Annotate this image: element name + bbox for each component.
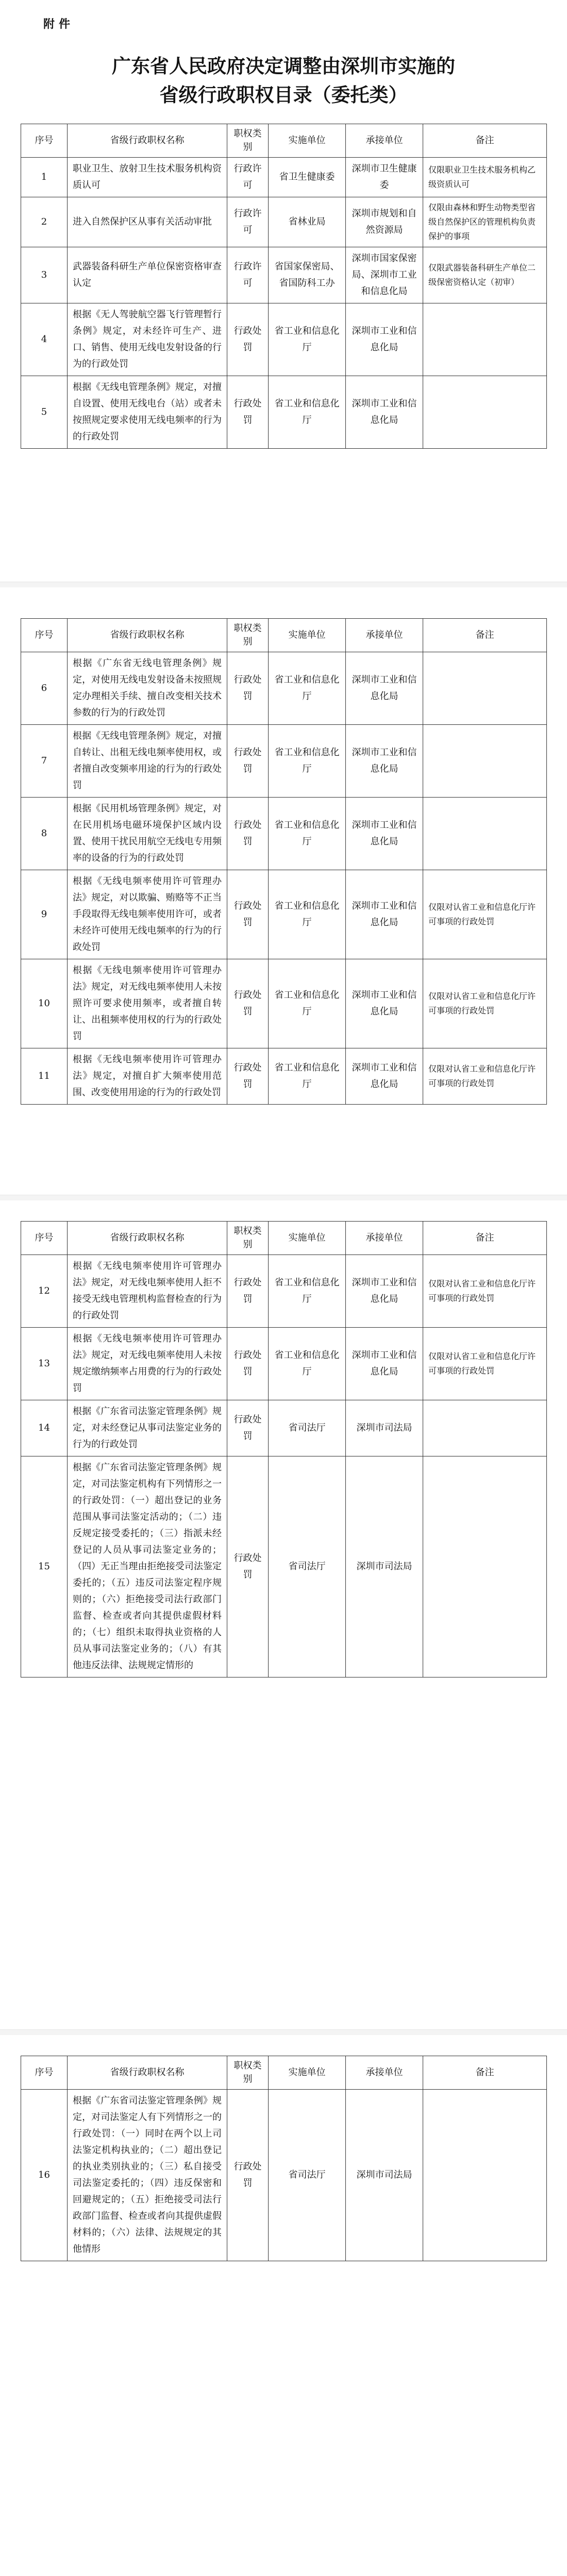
table-header-row <box>21 124 547 158</box>
row-no: 8 <box>21 798 68 870</box>
row-undertake: 深圳市司法局 <box>346 2090 423 2261</box>
row-note <box>423 652 547 725</box>
row-no: 3 <box>21 247 68 303</box>
column-header-impl: 实施单位 <box>269 619 346 652</box>
row-no: 12 <box>21 1255 68 1328</box>
row-no: 11 <box>21 1048 68 1105</box>
row-undertake: 深圳市工业和信息化局 <box>346 652 423 725</box>
column-header-type: 职权类别 <box>227 619 269 652</box>
row-impl: 省工业和信息化厅 <box>269 870 346 959</box>
row-impl: 省工业和信息化厅 <box>269 725 346 798</box>
row-type: 行政处罚 <box>227 1328 269 1400</box>
title-line-2: 省级行政职权目录（委托类） <box>159 83 408 106</box>
row-impl: 省司法厅 <box>269 2090 346 2261</box>
row-name: 根据《无线电频率使用许可管理办法》规定，对无线电频率使用人拒不接受无线电管理机构监督检查的行为的行政处罚 <box>68 1255 227 1328</box>
row-type: 行政处罚 <box>227 1456 269 1677</box>
column-header-no: 序号 <box>21 124 68 158</box>
column-header-undertake: 承接单位 <box>346 1222 423 1255</box>
row-name: 武器装备科研生产单位保密资格审查认定 <box>68 247 227 303</box>
table-row <box>21 2090 547 2261</box>
column-header-undertake: 承接单位 <box>346 124 423 158</box>
row-impl: 省工业和信息化厅 <box>269 376 346 449</box>
row-no: 15 <box>21 1456 68 1677</box>
row-name: 根据《无线电频率使用许可管理办法》规定，对以欺骗、贿赂等不正当手段取得无线电频率使用许可，或者未经许可使用无线电频率的行为的行政处罚 <box>68 870 227 959</box>
table-row <box>21 870 547 959</box>
row-no: 2 <box>21 197 68 247</box>
row-name: 根据《广东省司法鉴定管理条例》规定，对未经登记从事司法鉴定业务的行为的行政处罚 <box>68 1400 227 1456</box>
table-row <box>21 1400 547 1456</box>
row-type: 行政处罚 <box>227 798 269 870</box>
column-header-note: 备注 <box>423 1222 547 1255</box>
document-title <box>31 52 536 109</box>
row-undertake: 深圳市司法局 <box>346 1456 423 1677</box>
column-header-name: 省级行政职权名称 <box>68 1222 227 1255</box>
table-row <box>21 197 547 247</box>
table-header-row <box>21 619 547 652</box>
row-note <box>423 2090 547 2261</box>
row-undertake: 深圳市工业和信息化局 <box>346 798 423 870</box>
page-3 <box>0 1200 567 2030</box>
row-type: 行政许可 <box>227 158 269 197</box>
row-name: 根据《广东省司法鉴定管理条例》规定，对司法鉴定机构有下列情形之一的行政处罚：（一）超出登记的业务范围从事司法鉴定活动的；（二）违反规定接受委托的；（三）指派未经登记的人员从事司法鉴定业务的；（四）无正当理由拒绝接受司法鉴定委托的；（五）违反司法鉴定程序规则的；（六）拒绝接受司法行政部门监督、检查或者向其提供虚假材料的；（七）组织未取得执业资格的人员从事司法鉴定业务的；（八）有其他违反法律、法规规定情形的 <box>68 1456 227 1677</box>
row-no: 5 <box>21 376 68 449</box>
table-row <box>21 158 547 197</box>
row-name: 根据《无线电频率使用许可管理办法》规定，对无线电频率使用人未按照许可要求使用频率，或者擅自转让、出租频率使用权的行为的行政处罚 <box>68 959 227 1048</box>
table-row <box>21 1048 547 1105</box>
row-undertake: 深圳市规划和自然资源局 <box>346 197 423 247</box>
row-impl: 省工业和信息化厅 <box>269 1048 346 1105</box>
row-note: 仅限职业卫生技术服务机构乙级资质认可 <box>423 158 547 197</box>
row-undertake: 深圳市卫生健康委 <box>346 158 423 197</box>
row-type: 行政处罚 <box>227 303 269 376</box>
page-2 <box>0 587 567 1195</box>
row-type: 行政处罚 <box>227 652 269 725</box>
column-header-note: 备注 <box>423 124 547 158</box>
row-impl: 省工业和信息化厅 <box>269 959 346 1048</box>
row-undertake: 深圳市司法局 <box>346 1400 423 1456</box>
row-name: 根据《无线电管理条例》规定，对擅自转让、出租无线电频率使用权，或者擅自改变频率用途的行为的行政处罚 <box>68 725 227 798</box>
table-header-row <box>21 1222 547 1255</box>
column-header-impl: 实施单位 <box>269 124 346 158</box>
row-type: 行政处罚 <box>227 959 269 1048</box>
row-no: 10 <box>21 959 68 1048</box>
title-line-1: 广东省人民政府决定调整由深圳市实施的 <box>112 55 455 77</box>
row-undertake: 深圳市工业和信息化局 <box>346 303 423 376</box>
row-impl: 省司法厅 <box>269 1456 346 1677</box>
catalog-table-part-4 <box>21 2056 547 2261</box>
row-no: 9 <box>21 870 68 959</box>
row-name: 根据《广东省司法鉴定管理条例》规定，对司法鉴定人有下列情形之一的行政处罚：（一）同时在两个以上司法鉴定机构执业的；（二）超出登记的执业类别执业的；（三）私自接受司法鉴定委托的；（四）违反保密和回避规定的；（五）拒绝接受司法行政部门监督、检查或者向其提供虚假材料的；（六）法律、法规规定的其他情形 <box>68 2090 227 2261</box>
column-header-undertake: 承接单位 <box>346 2056 423 2090</box>
row-type: 行政处罚 <box>227 2090 269 2261</box>
column-header-undertake: 承接单位 <box>346 619 423 652</box>
row-undertake: 深圳市工业和信息化局 <box>346 870 423 959</box>
column-header-no: 序号 <box>21 1222 68 1255</box>
row-impl: 省工业和信息化厅 <box>269 1328 346 1400</box>
row-impl: 省林业局 <box>269 197 346 247</box>
row-note: 仅限由森林和野生动物类型省级自然保护区的管理机构负责保护的事项 <box>423 197 547 247</box>
table-row <box>21 1255 547 1328</box>
row-no: 7 <box>21 725 68 798</box>
row-type: 行政许可 <box>227 247 269 303</box>
catalog-table-part-2 <box>21 618 547 1105</box>
row-no: 16 <box>21 2090 68 2261</box>
row-undertake: 深圳市工业和信息化局 <box>346 1048 423 1105</box>
row-type: 行政处罚 <box>227 376 269 449</box>
row-undertake: 深圳市工业和信息化局 <box>346 376 423 449</box>
row-name: 根据《广东省无线电管理条例》规定，对使用无线电发射设备未按照规定办理相关手续、擅自改变相关技术参数的行为的行政处罚 <box>68 652 227 725</box>
column-header-note: 备注 <box>423 2056 547 2090</box>
attachment-label: 附件 <box>43 18 75 31</box>
row-no: 4 <box>21 303 68 376</box>
row-note: 仅限对认省工业和信息化厅许可事项的行政处罚 <box>423 959 547 1048</box>
row-type: 行政处罚 <box>227 870 269 959</box>
catalog-table-part-3 <box>21 1221 547 1677</box>
row-no: 14 <box>21 1400 68 1456</box>
row-impl: 省国家保密局、省国防科工办 <box>269 247 346 303</box>
row-no: 6 <box>21 652 68 725</box>
column-header-no: 序号 <box>21 619 68 652</box>
row-note <box>423 303 547 376</box>
row-note <box>423 1456 547 1677</box>
row-note: 仅限对认省工业和信息化厅许可事项的行政处罚 <box>423 1255 547 1328</box>
page-1 <box>0 0 567 582</box>
row-name: 根据《无线电频率使用许可管理办法》规定，对无线电频率使用人未按规定缴纳频率占用费的行为的行政处罚 <box>68 1328 227 1400</box>
column-header-type: 职权类别 <box>227 1222 269 1255</box>
column-header-name: 省级行政职权名称 <box>68 124 227 158</box>
row-impl: 省工业和信息化厅 <box>269 798 346 870</box>
row-name: 根据《无线电频率使用许可管理办法》规定，对擅自扩大频率使用范围、改变使用用途的行为的行政处罚 <box>68 1048 227 1105</box>
column-header-note: 备注 <box>423 619 547 652</box>
row-undertake: 深圳市工业和信息化局 <box>346 1255 423 1328</box>
table-row <box>21 1328 547 1400</box>
table-row <box>21 798 547 870</box>
row-undertake: 深圳市工业和信息化局 <box>346 959 423 1048</box>
column-header-impl: 实施单位 <box>269 1222 346 1255</box>
row-impl: 省工业和信息化厅 <box>269 652 346 725</box>
row-impl: 省工业和信息化厅 <box>269 1255 346 1328</box>
row-undertake: 深圳市工业和信息化局 <box>346 1328 423 1400</box>
table-row <box>21 376 547 449</box>
row-note <box>423 725 547 798</box>
row-name: 进入自然保护区从事有关活动审批 <box>68 197 227 247</box>
row-impl: 省工业和信息化厅 <box>269 303 346 376</box>
table-header-row <box>21 2056 547 2090</box>
row-note: 仅限对认省工业和信息化厅许可事项的行政处罚 <box>423 870 547 959</box>
row-note: 仅限对认省工业和信息化厅许可事项的行政处罚 <box>423 1048 547 1105</box>
column-header-type: 职权类别 <box>227 124 269 158</box>
row-type: 行政处罚 <box>227 1255 269 1328</box>
catalog-table-part-1 <box>21 124 547 449</box>
row-type: 行政许可 <box>227 197 269 247</box>
table-row <box>21 959 547 1048</box>
column-header-type: 职权类别 <box>227 2056 269 2090</box>
row-no: 13 <box>21 1328 68 1400</box>
table-row <box>21 247 547 303</box>
row-undertake: 深圳市国家保密局、深圳市工业和信息化局 <box>346 247 423 303</box>
row-impl: 省司法厅 <box>269 1400 346 1456</box>
row-name: 根据《民用机场管理条例》规定，对在民用机场电磁环境保护区域内设置、使用干扰民用航空无线电专用频率的设备的行为的行政处罚 <box>68 798 227 870</box>
row-no: 1 <box>21 158 68 197</box>
column-header-no: 序号 <box>21 2056 68 2090</box>
table-row <box>21 303 547 376</box>
column-header-name: 省级行政职权名称 <box>68 619 227 652</box>
row-impl: 省卫生健康委 <box>269 158 346 197</box>
row-note <box>423 1400 547 1456</box>
table-row <box>21 1456 547 1677</box>
row-note <box>423 376 547 449</box>
page-4 <box>0 2035 567 2576</box>
row-note: 仅限武器装备科研生产单位二级保密资格认定（初审） <box>423 247 547 303</box>
table-row <box>21 725 547 798</box>
column-header-name: 省级行政职权名称 <box>68 2056 227 2090</box>
row-name: 根据《无人驾驶航空器飞行管理暂行条例》规定，对未经许可生产、进口、销售、使用无线电发射设备的行为的行政处罚 <box>68 303 227 376</box>
column-header-impl: 实施单位 <box>269 2056 346 2090</box>
row-type: 行政处罚 <box>227 725 269 798</box>
row-type: 行政处罚 <box>227 1400 269 1456</box>
row-name: 职业卫生、放射卫生技术服务机构资质认可 <box>68 158 227 197</box>
table-row <box>21 652 547 725</box>
row-name: 根据《无线电管理条例》规定，对擅自设置、使用无线电台（站）或者未按照规定要求使用无线电频率的行为的行政处罚 <box>68 376 227 449</box>
row-note <box>423 798 547 870</box>
row-note: 仅限对认省工业和信息化厅许可事项的行政处罚 <box>423 1328 547 1400</box>
row-undertake: 深圳市工业和信息化局 <box>346 725 423 798</box>
row-type: 行政处罚 <box>227 1048 269 1105</box>
